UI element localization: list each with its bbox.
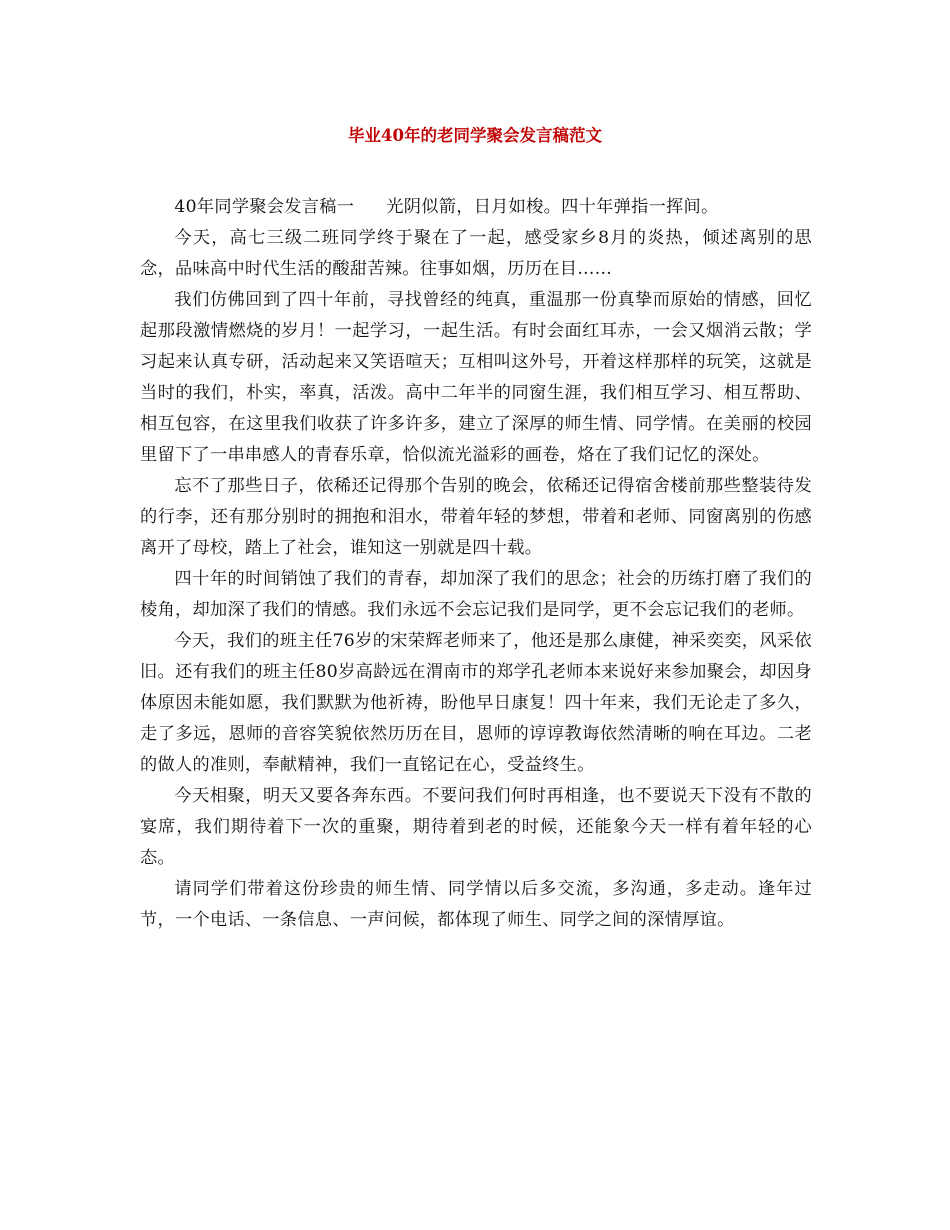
paragraph-intro [140,192,812,223]
paragraph: 今天，高七三级二班同学终于聚在了一起，感受家乡8月的炎热，倾述离别的思念，品味高中时代生活的酸甜苦辣。往事如烟，历历在目…… [140,228,812,279]
section-heading: 40年同学聚会发言稿一 [174,197,355,217]
document-title: 毕业40年的老同学聚会发言稿范文 [348,126,602,145]
paragraph: 四十年的时间销蚀了我们的青春，却加深了我们的思念；社会的历练打磨了我们的棱角，却加深了我们的情感。我们永远不会忘记我们是同学，更不会忘记我们的老师。 [140,569,812,620]
intro-sentence: 光阴似箭，日月如梭。四十年弹指一挥间。 [386,197,719,217]
document-body [140,192,812,936]
paragraph: 忘不了那些日子，依稀还记得那个告别的晚会，依稀还记得宿舍楼前那些整装待发的行李，还有那分别时的拥抱和泪水，带着年轻的梦想，带着和老师、同窗离别的伤感离开了母校，踏上了社会，谁知这一别就是四十载。 [140,476,812,558]
paragraph: 今天相聚，明天又要各奔东西。不要问我们何时再相逢，也不要说天下没有不散的宴席，我们期待着下一次的重聚，期待着到老的时候，还能象今天一样有着年轻的心态。 [140,786,812,868]
paragraph: 我们仿佛回到了四十年前，寻找曾经的纯真，重温那一份真挚而原始的情感，回忆起那段激情燃烧的岁月！一起学习，一起生活。有时会面红耳赤，一会又烟消云散；学习起来认真专研，活动起来又笑语喧天；互相叫这外号，开着这样那样的玩笑，这就是当时的我们，朴实，率真，活泼。高中二年半的同窗生涯，我们相互学习、相互帮助、相互包容，在这里我们收获了许多许多，建立了深厚的师生情、同学情。在美丽的校园里留下了一串串感人的青春乐章，恰似流光溢彩的画卷，烙在了我们记忆的深处。 [140,290,812,465]
paragraph: 请同学们带着这份珍贵的师生情、同学情以后多交流，多沟通，多走动。逢年过节，一个电话、一条信息、一声问候，都体现了师生、同学之间的深情厚谊。 [140,879,812,930]
paragraph: 今天，我们的班主任76岁的宋荣辉老师来了，他还是那么康健，神采奕奕，风采依旧。还有我们的班主任80岁高龄远在渭南市的郑学孔老师本来说好来参加聚会，却因身体原因未能如愿，我们默默为他祈祷，盼他早日康复！四十年来，我们无论走了多久，走了多远，恩师的音容笑貌依然历历在目，恩师的谆谆教诲依然清晰的响在耳边。二老的做人的准则，奉献精神，我们一直铭记在心，受益终生。 [140,631,812,775]
